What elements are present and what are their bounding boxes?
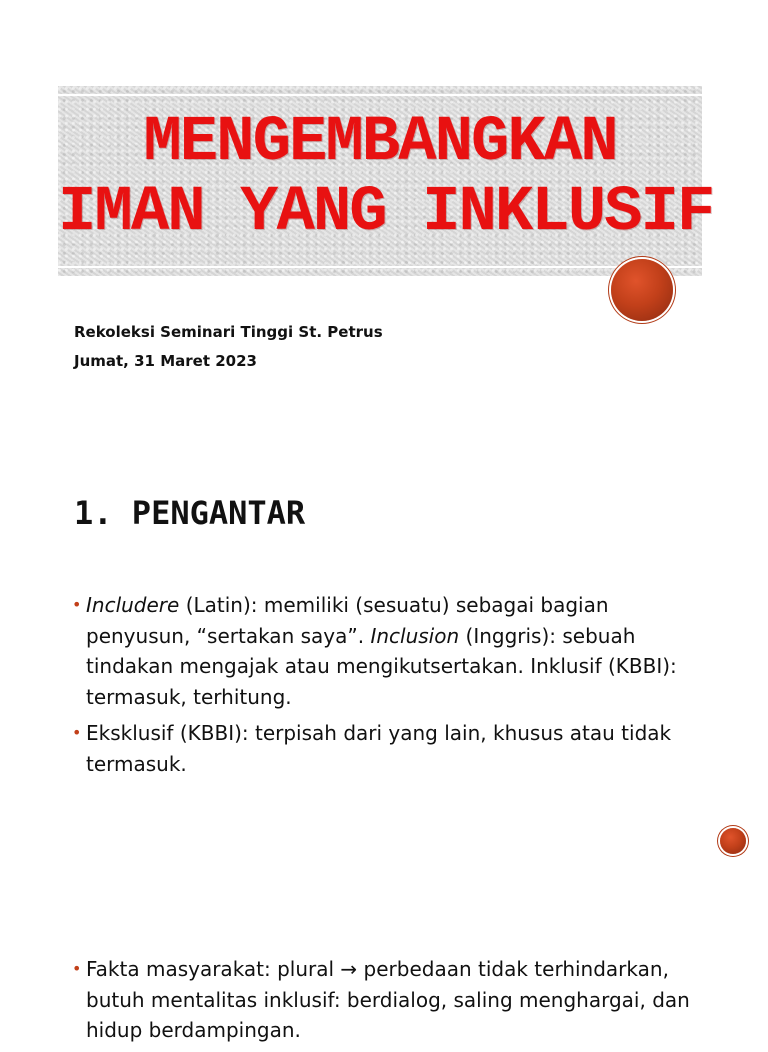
list-item bbox=[72, 590, 712, 712]
bullet-text: Eksklusif (KBBI): terpisah dari yang lain, khusus atau tidak termasuk. bbox=[86, 721, 672, 776]
subtitle-event: Rekoleksi Seminari Tinggi St. Petrus bbox=[74, 323, 383, 341]
term-latin: Includere bbox=[86, 593, 180, 617]
bullet-text: Fakta masyarakat: plural → perbedaan tidak terhindarkan, butuh mentalitas inklusif: berdialog, saling menghargai, dan hidup berdampingan. bbox=[86, 957, 690, 1042]
decorative-orb bbox=[611, 259, 673, 321]
title-line-2: IMAN YANG INKLUSIF bbox=[58, 177, 714, 249]
title-line-1: MENGEMBANGKAN bbox=[143, 107, 617, 179]
definition-text: (Latin): memiliki (sesuatu) sebagai bagian penyusun, “sertakan saya”. bbox=[86, 593, 609, 648]
bullet-dot: • bbox=[72, 723, 82, 742]
slide-fakta bbox=[0, 864, 768, 1042]
decorative-orb bbox=[720, 828, 746, 854]
list-item bbox=[72, 718, 712, 779]
subtitle-date: Jumat, 31 Maret 2023 bbox=[74, 352, 257, 370]
bullet-list bbox=[72, 954, 712, 1052]
bullet-list bbox=[72, 590, 712, 785]
bullet-dot: • bbox=[72, 595, 82, 614]
definition-text: (Inggris): sebuah tindakan mengajak atau mengikutsertakan. Inklusif (KBBI): termasuk, terhitung. bbox=[86, 623, 677, 709]
slide-title bbox=[0, 0, 768, 432]
section-heading: 1. PENGANTAR bbox=[74, 494, 306, 532]
list-item bbox=[72, 954, 712, 1046]
slide-pengantar bbox=[0, 432, 768, 864]
term-english: Inclusion bbox=[370, 623, 460, 648]
bullet-dot: • bbox=[72, 959, 82, 978]
